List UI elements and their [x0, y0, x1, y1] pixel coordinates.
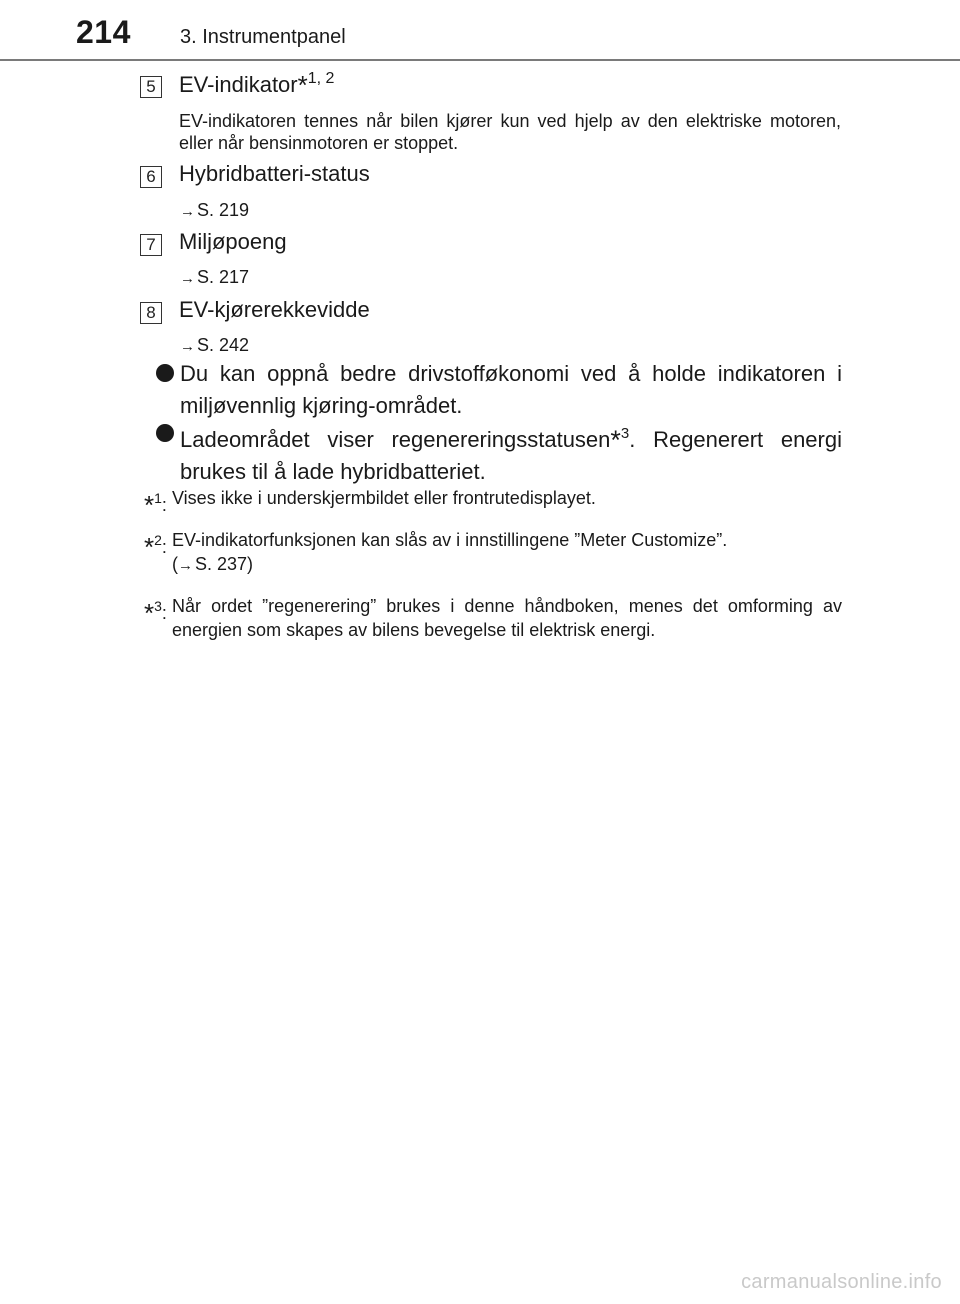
- page-reference-text: S. 217: [197, 267, 250, 287]
- bullet-text: [180, 418, 842, 488]
- footnote-star: *: [297, 70, 308, 100]
- page-reference-text[interactable]: S. 237: [195, 554, 248, 574]
- footnote-colon: :: [161, 495, 167, 515]
- bullet-text: Du kan oppnå bedre drivstofføkonomi ved å holde indikatoren i miljøvennlig kjøring-området.: [180, 361, 842, 418]
- right-arrow-icon: →: [180, 338, 195, 355]
- footnote-star: *: [144, 598, 155, 628]
- bullet-text-end: . Regenerert energi brukes til å lade hybridbatteriet.: [180, 427, 842, 484]
- right-arrow-icon: →: [178, 557, 193, 574]
- page-header: [0, 0, 960, 62]
- footnote-star: *: [610, 425, 621, 455]
- footnote-ref: 3: [620, 425, 630, 442]
- item-title: [179, 70, 334, 101]
- footnote-star: *: [144, 532, 155, 562]
- footnote-text: Vises ikke i underskjermbildet eller frontrutedisplayet.: [172, 488, 596, 508]
- item-title-text: EV-indikator: [179, 72, 298, 97]
- section-title: 3. Instrumentpanel: [180, 26, 346, 48]
- footnote-text: Når ordet ”regenerering” brukes i denne håndboken, menes det omforming av energien som skapes av bilens bevegelse til elektrisk energi.: [172, 596, 842, 640]
- bullet-icon: [156, 424, 174, 442]
- item-number-badge: 6: [140, 166, 162, 188]
- bullet-item: [150, 358, 842, 422]
- bullet-text-start: Ladeområdet viser regenereringsstatusen: [180, 427, 611, 452]
- footnote-paren: ): [247, 554, 254, 574]
- bullet-icon: [156, 364, 174, 382]
- footnote-marker: [144, 594, 167, 628]
- page-reference[interactable]: [180, 200, 249, 221]
- item-number-badge: 8: [140, 302, 162, 324]
- page-reference[interactable]: [180, 267, 249, 288]
- page-number: 214: [76, 14, 131, 50]
- footnote-paren: (: [172, 554, 178, 574]
- item-number-badge: 7: [140, 234, 162, 256]
- item-title: EV-kjørerekkevidde: [179, 297, 370, 322]
- item-title: Miljøpoeng: [179, 229, 287, 254]
- footnote: [144, 528, 842, 578]
- footnote-ref: 1, 2: [307, 70, 335, 87]
- item-description: EV-indikatoren tennes når bilen kjører kun ved hjelp av den elektriske motoren, eller når bensinmotoren er stoppet.: [179, 111, 841, 153]
- footnote-number: 3: [154, 598, 162, 614]
- footnote-number: 1: [154, 490, 162, 506]
- footnote-body: EV-indikatorfunksjonen kan slås av i innstillingene ”Meter Customize”.: [172, 530, 728, 550]
- right-arrow-icon: →: [180, 203, 195, 220]
- footnote-text: [172, 528, 842, 578]
- item-number-badge: 5: [140, 76, 162, 98]
- footnote: [144, 594, 842, 642]
- footnote-colon: :: [161, 537, 167, 557]
- page-reference-text: S. 219: [197, 200, 250, 220]
- footnote-number: 2: [154, 532, 162, 548]
- right-arrow-icon: →: [180, 270, 195, 287]
- footnote-marker: [144, 486, 167, 520]
- page-reference-text: S. 242: [197, 335, 250, 355]
- footnote-colon: :: [161, 603, 167, 623]
- page-reference[interactable]: [180, 335, 249, 356]
- watermark: carmanualsonline.info: [741, 1271, 942, 1293]
- footnote-star: *: [144, 490, 155, 520]
- footnote: [144, 486, 842, 520]
- item-title: Hybridbatteri-status: [179, 161, 370, 186]
- bullet-item: [150, 418, 842, 488]
- footnote-marker: [144, 528, 167, 562]
- header-divider: [0, 59, 960, 61]
